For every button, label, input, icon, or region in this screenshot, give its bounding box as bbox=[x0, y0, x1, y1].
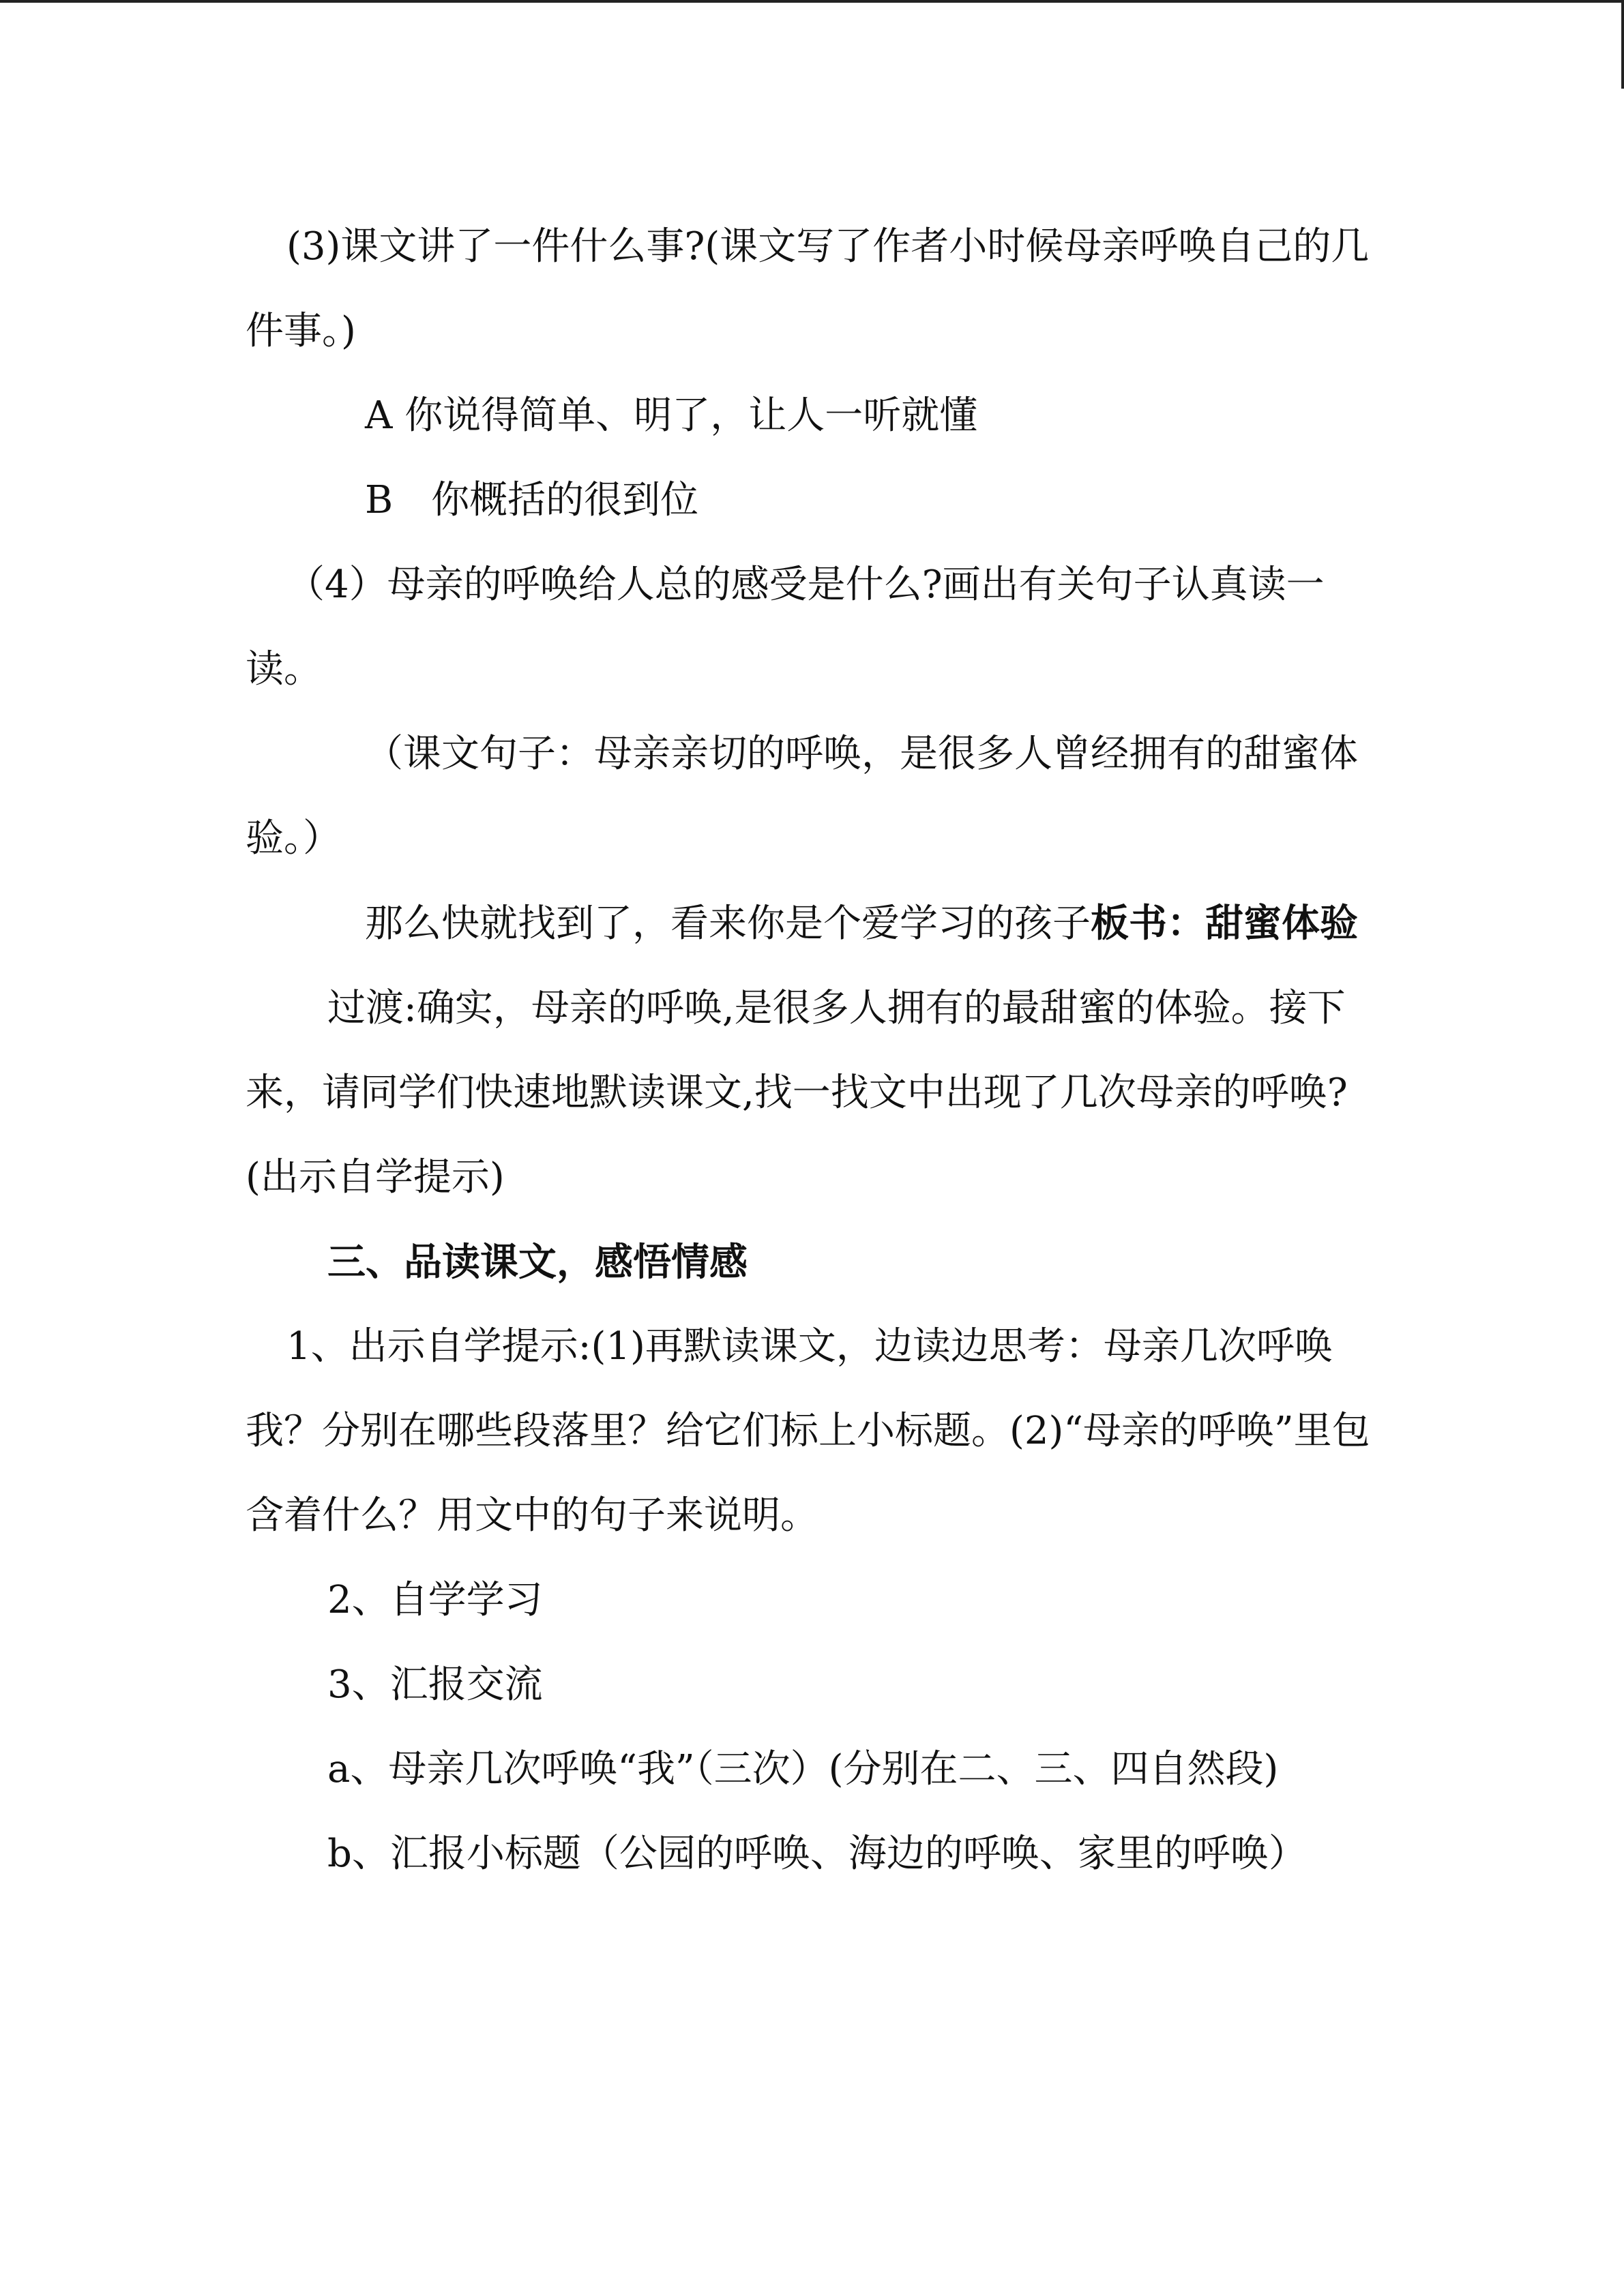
paragraph-text-quote: （课文句子：母亲亲切的呼唤，是很多人曾经拥有的甜蜜体验。） bbox=[246, 732, 1358, 861]
blackboard-note: 板书：甜蜜体验 bbox=[1091, 901, 1358, 946]
paragraph-step-1: 1、出示自学提示:(1)再默读课文，边读边思考：母亲几次呼唤我？分别在哪些段落里？给它们标上小标题。(2)“母亲的呼唤”里包含着什么？用文中的句子来说明。 bbox=[246, 1324, 1370, 1538]
paragraph-transition: 过渡:确实，母亲的呼唤,是很多人拥有的最甜蜜的体验。接下来，请同学们快速地默读课文,找一找文中出现了几次母亲的呼唤?(出示自学提示) bbox=[246, 986, 1348, 1199]
top-border-line bbox=[0, 0, 1624, 3]
praise-text: 那么快就找到了，看来你是个爱学习的孩子 bbox=[365, 901, 1091, 946]
paragraph-step-2: 2、自学学习 bbox=[327, 1578, 543, 1622]
document-body bbox=[246, 205, 1378, 1896]
right-border-line bbox=[1621, 0, 1624, 89]
paragraph-question-4: （4）母亲的呼唤给人总的感受是什么?画出有关句子认真读一读。 bbox=[246, 563, 1325, 691]
paragraph-step-3: 3、汇报交流 bbox=[327, 1663, 543, 1707]
paragraph-feedback-b: B 你概括的很到位 bbox=[365, 478, 699, 522]
paragraph-question-3: (3)课文讲了一件什么事?(课文写了作者小时候母亲呼唤自己的几件事。) bbox=[246, 224, 1370, 353]
paragraph-step-a: a、母亲几次呼唤“我”（三次）(分别在二、三、四自然段) bbox=[327, 1747, 1279, 1791]
paragraph-feedback-a: A 你说得简单、明了，让人一听就懂 bbox=[365, 393, 978, 438]
paragraph-step-b: b、汇报小标题（公园的呼唤、海边的呼唤、家里的呼唤） bbox=[327, 1832, 1307, 1876]
section-heading-3: 三、品读课文，感悟情感 bbox=[327, 1240, 748, 1285]
paragraph-praise bbox=[246, 881, 1378, 966]
